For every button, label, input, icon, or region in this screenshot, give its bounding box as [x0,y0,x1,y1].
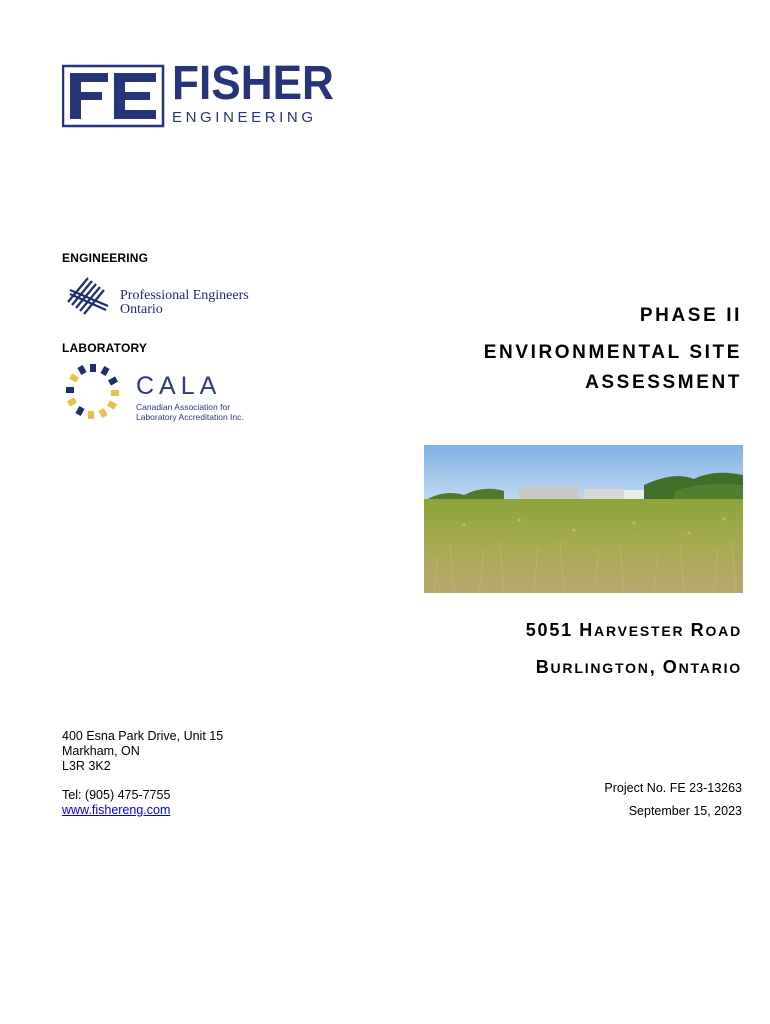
city-initial-b: B [535,657,551,677]
street-initial-h: H [579,620,595,640]
city-comma: , [649,657,657,677]
report-title-line3: ASSESSMENT [585,372,742,393]
company-telephone: Tel: (905) 475-7755 [62,788,171,802]
report-title-line1: PHASE II [639,305,742,326]
province-initial-o: O [662,657,679,677]
company-address-line3: L3R 3K2 [62,759,111,773]
site-photo [424,445,743,593]
peo-logo-icon [66,272,112,316]
company-address-line1: 400 Esna Park Drive, Unit 15 [62,729,224,743]
cala-wordmark: CALA [136,372,222,400]
engineering-label: ENGINEERING [62,251,149,265]
peo-name-line1: Professional Engineers [120,288,249,303]
cala-subtitle-line2: Laboratory Accreditation Inc. [136,412,244,422]
report-date: September 15, 2023 [628,804,742,818]
street-rest-2: OAD [705,623,742,639]
project-number: Project No. FE 23-13263 [604,781,742,795]
cala-logo-icon [64,362,124,422]
site-address-line1 [526,620,742,641]
laboratory-label: LABORATORY [62,341,148,355]
company-tagline: ENGINEERING [172,109,317,126]
report-title-line2: ENVIRONMENTAL SITE [483,342,742,363]
peo-name-line2: Ontario [120,302,163,317]
cala-subtitle-line1: Canadian Association for [136,402,231,412]
street-number: 5051 [525,620,573,640]
city-rest: URLINGTON [550,660,650,676]
company-name: FISHER [172,57,334,110]
street-initial-r: R [690,620,706,640]
province-rest: NTARIO [678,660,742,676]
company-website-link[interactable]: www.fishereng.com [62,803,171,817]
company-address-line2: Markham, ON [62,744,140,758]
street-rest-1: ARVESTER [594,623,685,639]
site-address-line2 [536,657,742,678]
